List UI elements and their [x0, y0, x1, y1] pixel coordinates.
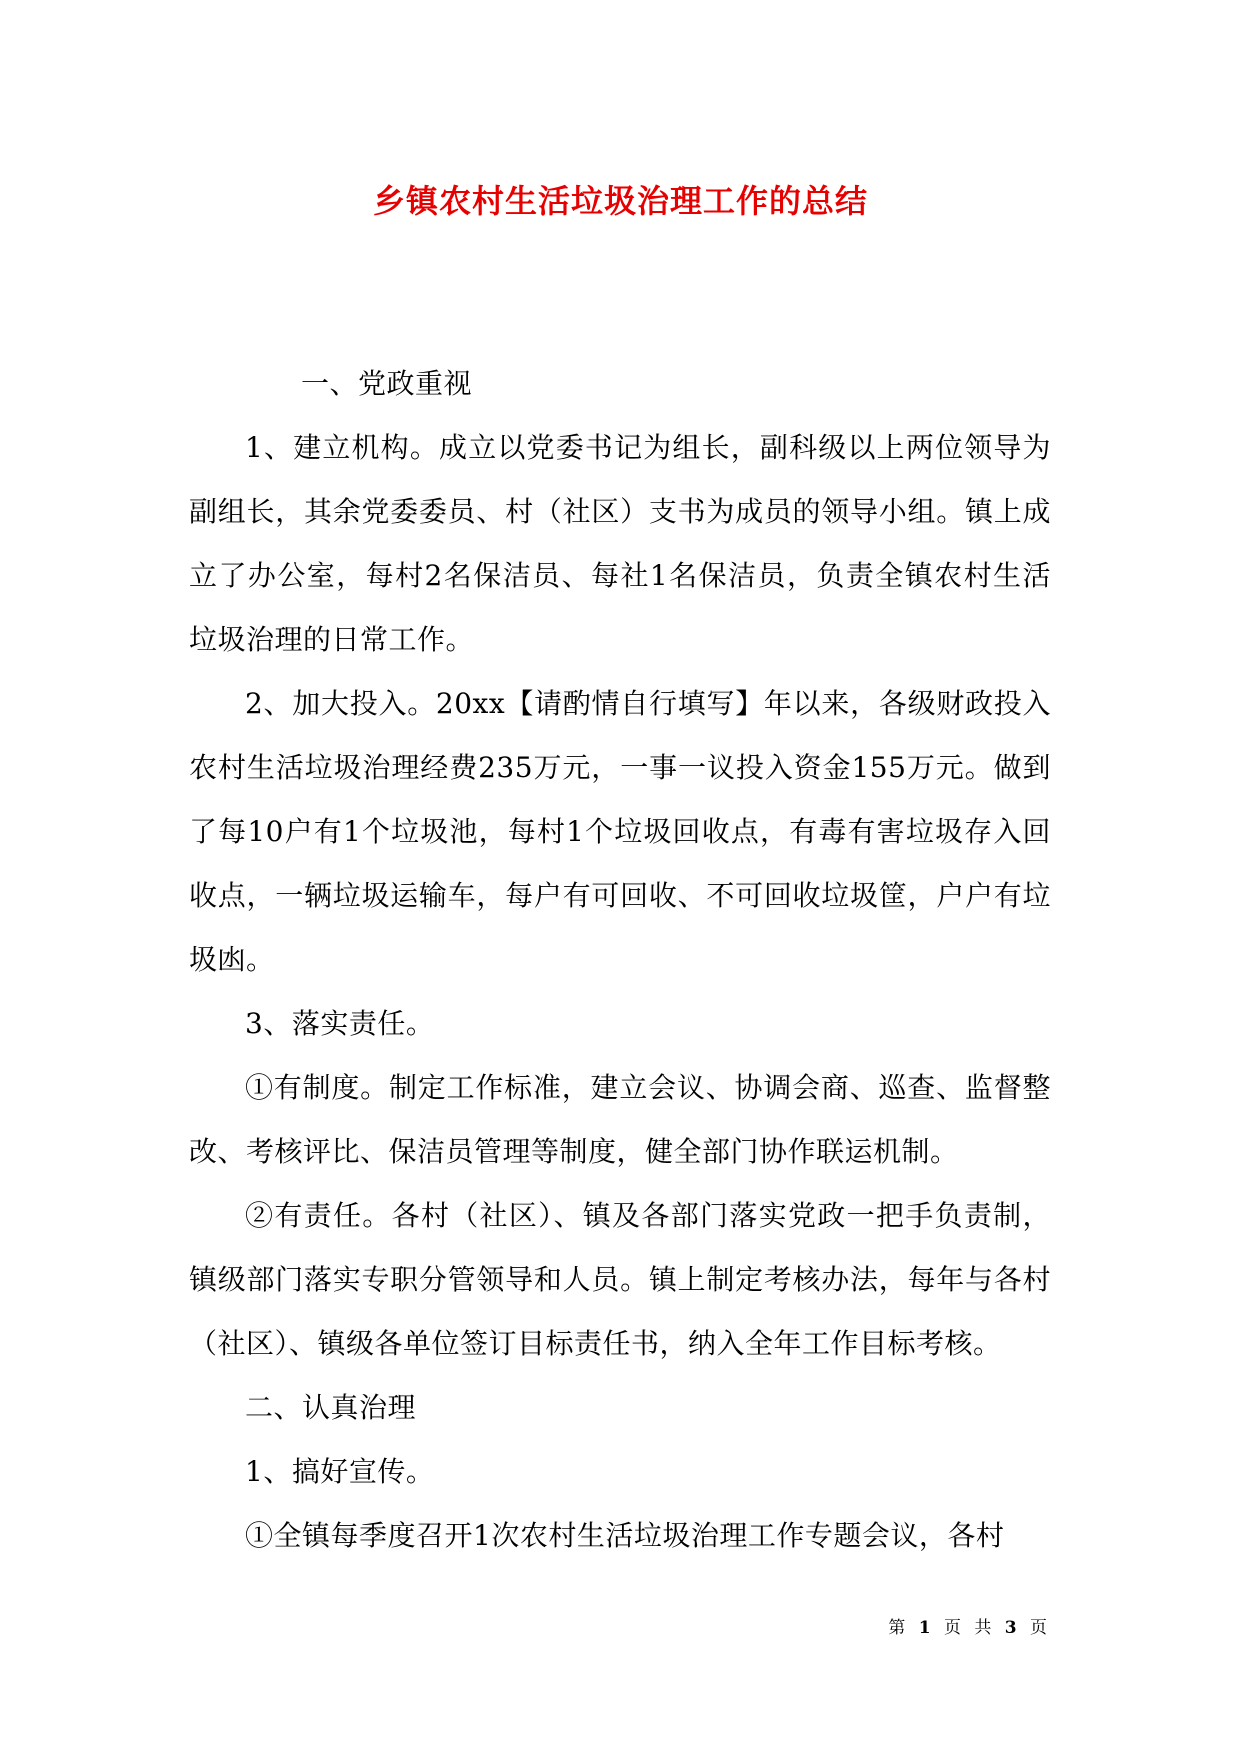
- footer-page-number: 1: [918, 1618, 935, 1638]
- paragraph: ①全镇每季度召开1次农村生活垃圾治理工作专题会议，各村: [245, 1519, 1005, 1552]
- section-heading: 二、认真治理: [245, 1391, 417, 1424]
- footer-middle: 页 共: [943, 1618, 996, 1638]
- paragraph: 1、建立机构。成立以党委书记为组长，副科级以上两位领导为副组长，其余党委委员、村（社区）支书为成员的领导小组。镇上成立了办公室，每村2名保洁员、每社1名保洁员，负责全镇农村生活垃圾治理的日常工作。: [189, 431, 1051, 656]
- document-title: 乡镇农村生活垃圾治理工作的总结: [372, 182, 868, 221]
- footer-prefix: 第: [888, 1618, 910, 1638]
- footer-suffix: 页: [1030, 1618, 1051, 1638]
- paragraph: 1、搞好宣传。: [245, 1455, 435, 1488]
- section-heading: 一、党政重视: [301, 367, 473, 400]
- footer-total-pages: 3: [1004, 1618, 1021, 1638]
- paragraph: 2、加大投入。20xx【请酌情自行填写】年以来，各级财政投入农村生活垃圾治理经费235万元，一事一议投入资金155万元。做到了每10户有1个垃圾池，每村1个垃圾回收点，有毒有害垃圾存入回收点，一辆垃圾运输车，每户有可回收、不可回收垃圾筐，户户有垃圾凼。: [189, 687, 1051, 976]
- document-body: [189, 352, 1051, 1568]
- paragraph: ②有责任。各村（社区）、镇及各部门落实党政一把手负责制，镇级部门落实专职分管领导和人员。镇上制定考核办法，每年与各村（社区）、镇级各单位签订目标责任书，纳入全年工作目标考核。: [189, 1199, 1051, 1360]
- paragraph: 3、落实责任。: [245, 1007, 435, 1040]
- paragraph: ①有制度。制定工作标准，建立会议、协调会商、巡查、监督整改、考核评比、保洁员管理等制度，健全部门协作联运机制。: [189, 1071, 1051, 1168]
- page-footer: [888, 1616, 1051, 1640]
